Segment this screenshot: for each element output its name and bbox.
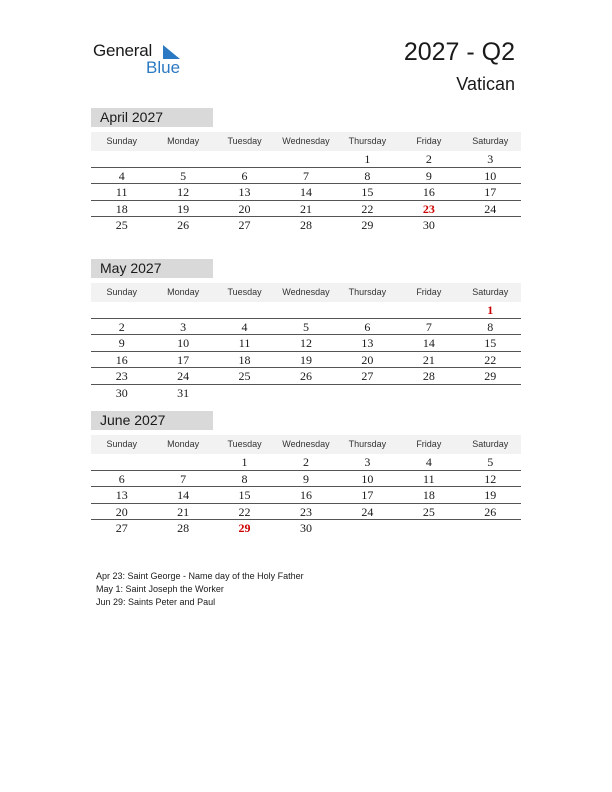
date-cell: 20: [361, 352, 374, 367]
logo-general-text: General: [93, 41, 153, 60]
month-june: [91, 411, 521, 537]
holiday-date-cell: 1: [487, 303, 494, 317]
date-cell: 7: [425, 319, 432, 334]
date-cell: 29: [484, 369, 497, 384]
month-title: May 2027: [91, 259, 213, 278]
date-cell: 17: [361, 488, 374, 503]
date-cell: 24: [361, 504, 374, 519]
week-row: [91, 471, 521, 488]
date-cell: 10: [361, 471, 374, 486]
date-cell: 6: [241, 168, 248, 183]
date-cell: 24: [177, 369, 190, 384]
weekday-label: Monday: [167, 439, 200, 449]
weekday-label: Saturday: [472, 439, 509, 449]
date-cell: 16: [115, 352, 128, 367]
date-cell: [398, 302, 459, 318]
date-cell: 15: [484, 336, 497, 351]
date-cell: 4: [425, 455, 432, 469]
date-cell: 3: [364, 455, 371, 469]
logo-blue-text: Blue: [146, 58, 181, 77]
date-cell: 26: [177, 218, 190, 233]
date-cell: 5: [302, 319, 309, 334]
date-cell: 30: [422, 218, 435, 233]
date-cell: 12: [484, 471, 497, 486]
date-cell: 15: [238, 488, 251, 503]
weekday-label: Sunday: [106, 439, 137, 449]
date-cell: 7: [180, 471, 187, 486]
week-row: [91, 504, 521, 521]
date-cell: 28: [177, 521, 190, 536]
date-cell: 9: [425, 168, 432, 183]
date-cell: 4: [241, 319, 248, 334]
date-cell: [214, 385, 275, 402]
date-cell: 14: [177, 488, 190, 503]
date-cell: 8: [364, 168, 371, 183]
date-cell: 6: [364, 319, 371, 334]
date-cell: [91, 302, 152, 318]
date-cell: 28: [422, 369, 435, 384]
date-cell: 22: [484, 352, 497, 367]
date-cell: 30: [115, 385, 128, 400]
holiday-date-cell: 29: [238, 521, 251, 536]
date-cell: 25: [238, 369, 251, 384]
weekday-label: Wednesday: [282, 439, 330, 449]
date-cell: 16: [422, 185, 435, 200]
date-cell: 20: [238, 201, 251, 216]
date-cell: 11: [423, 471, 435, 486]
date-cell: 1: [241, 455, 248, 469]
date-cell: [275, 385, 336, 402]
date-cell: 20: [115, 504, 128, 519]
weekday-label: Tuesday: [227, 439, 262, 449]
week-row: [91, 319, 521, 336]
weekday-label: Thursday: [348, 287, 387, 297]
date-cell: 30: [299, 521, 312, 536]
date-cell: 17: [484, 185, 497, 200]
week-row: [91, 385, 521, 402]
week-row: [91, 217, 521, 234]
week-row: [91, 520, 521, 537]
date-cell: 16: [299, 488, 312, 503]
date-cell: 21: [299, 201, 312, 216]
date-cell: 25: [115, 218, 128, 233]
date-cell: 24: [484, 201, 497, 216]
weekday-header-row: [91, 283, 521, 302]
date-cell: 28: [299, 218, 312, 233]
holiday-date-cell: 23: [422, 201, 435, 216]
date-cell: 15: [361, 185, 374, 200]
date-cell: 10: [177, 336, 190, 351]
date-cell: 12: [177, 185, 190, 200]
weekday-label: Sunday: [106, 136, 137, 146]
country-name: Vatican: [456, 74, 515, 94]
date-cell: 2: [302, 455, 309, 469]
weekday-label: Thursday: [348, 136, 387, 146]
week-row: [91, 454, 521, 471]
weekday-header-row: [91, 435, 521, 454]
month-may: [91, 259, 521, 402]
date-cell: 13: [238, 185, 251, 200]
weekday-label: Friday: [416, 439, 442, 449]
date-cell: [214, 302, 275, 318]
week-row: [91, 368, 521, 385]
date-cell: 7: [302, 168, 309, 183]
date-cell: 14: [299, 185, 312, 200]
date-cell: 1: [364, 152, 371, 166]
date-cell: 9: [302, 471, 309, 486]
week-row: [91, 201, 521, 218]
week-row: [91, 335, 521, 352]
holiday-note: May 1: Saint Joseph the Worker: [96, 584, 224, 594]
date-cell: 12: [299, 336, 312, 351]
date-cell: 3: [180, 319, 187, 334]
weekday-label: Wednesday: [282, 136, 330, 146]
week-row: [91, 184, 521, 201]
date-cell: 2: [425, 152, 432, 166]
month-april: [91, 108, 521, 234]
date-cell: 13: [115, 488, 128, 503]
date-cell: [460, 520, 521, 537]
date-cell: 18: [422, 488, 435, 503]
holiday-note: Apr 23: Saint George - Name day of the Holy Father: [96, 571, 304, 581]
week-row: [91, 352, 521, 369]
date-cell: 18: [115, 201, 128, 216]
date-cell: 9: [118, 336, 125, 351]
date-cell: 22: [238, 504, 251, 519]
weekday-label: Saturday: [472, 287, 509, 297]
date-cell: 4: [118, 168, 125, 183]
weekday-label: Wednesday: [282, 287, 330, 297]
week-row: [91, 487, 521, 504]
date-cell: [152, 454, 213, 470]
week-row: [91, 151, 521, 168]
weekday-label: Saturday: [472, 136, 509, 146]
date-cell: 27: [238, 218, 251, 233]
date-cell: 21: [177, 504, 190, 519]
date-cell: [337, 302, 398, 318]
date-cell: 19: [177, 201, 190, 216]
week-row: [91, 168, 521, 185]
date-cell: 22: [361, 201, 374, 216]
date-cell: 29: [361, 218, 374, 233]
date-cell: 21: [422, 352, 435, 367]
date-cell: 31: [177, 385, 190, 400]
date-cell: 5: [180, 168, 187, 183]
date-cell: 11: [115, 185, 128, 200]
date-cell: 3: [487, 152, 494, 166]
date-cell: 8: [241, 471, 248, 486]
date-cell: 2: [118, 319, 125, 334]
weekday-label: Monday: [167, 136, 200, 146]
date-cell: 26: [484, 504, 497, 519]
date-cell: [398, 385, 459, 402]
date-cell: 11: [238, 336, 251, 351]
week-row: [91, 302, 521, 319]
date-cell: [152, 151, 213, 167]
weekday-label: Tuesday: [227, 287, 262, 297]
date-cell: 5: [487, 455, 494, 469]
date-cell: 10: [484, 168, 497, 183]
generalblue-logo: [93, 41, 193, 81]
date-cell: 17: [177, 352, 190, 367]
date-cell: [275, 151, 336, 167]
weekday-label: Friday: [416, 136, 442, 146]
weekday-label: Thursday: [348, 439, 387, 449]
holiday-note: Jun 29: Saints Peter and Paul: [96, 597, 216, 607]
date-cell: 14: [422, 336, 435, 351]
weekday-label: Friday: [416, 287, 442, 297]
date-cell: [398, 520, 459, 537]
date-cell: 25: [422, 504, 435, 519]
date-cell: 26: [299, 369, 312, 384]
month-title: June 2027: [91, 411, 213, 430]
date-cell: 27: [115, 521, 128, 536]
date-cell: 13: [361, 336, 374, 351]
date-cell: [460, 217, 521, 234]
date-cell: 23: [115, 369, 128, 384]
date-cell: 6: [118, 471, 125, 486]
date-cell: [337, 520, 398, 537]
page-title: 2027 - Q2: [403, 38, 515, 66]
date-cell: [460, 385, 521, 402]
date-cell: 19: [299, 352, 312, 367]
date-cell: 23: [299, 504, 312, 519]
weekday-header-row: [91, 132, 521, 151]
holiday-notes: [96, 570, 304, 609]
date-cell: [214, 151, 275, 167]
date-cell: 18: [238, 352, 251, 367]
month-title: April 2027: [91, 108, 213, 127]
date-cell: 19: [484, 488, 497, 503]
weekday-label: Sunday: [106, 287, 137, 297]
weekday-label: Tuesday: [227, 136, 262, 146]
date-cell: 8: [487, 319, 494, 334]
date-cell: [337, 385, 398, 402]
weekday-label: Monday: [167, 287, 200, 297]
date-cell: [91, 454, 152, 470]
date-cell: [91, 151, 152, 167]
date-cell: [152, 302, 213, 318]
date-cell: [275, 302, 336, 318]
date-cell: 27: [361, 369, 374, 384]
